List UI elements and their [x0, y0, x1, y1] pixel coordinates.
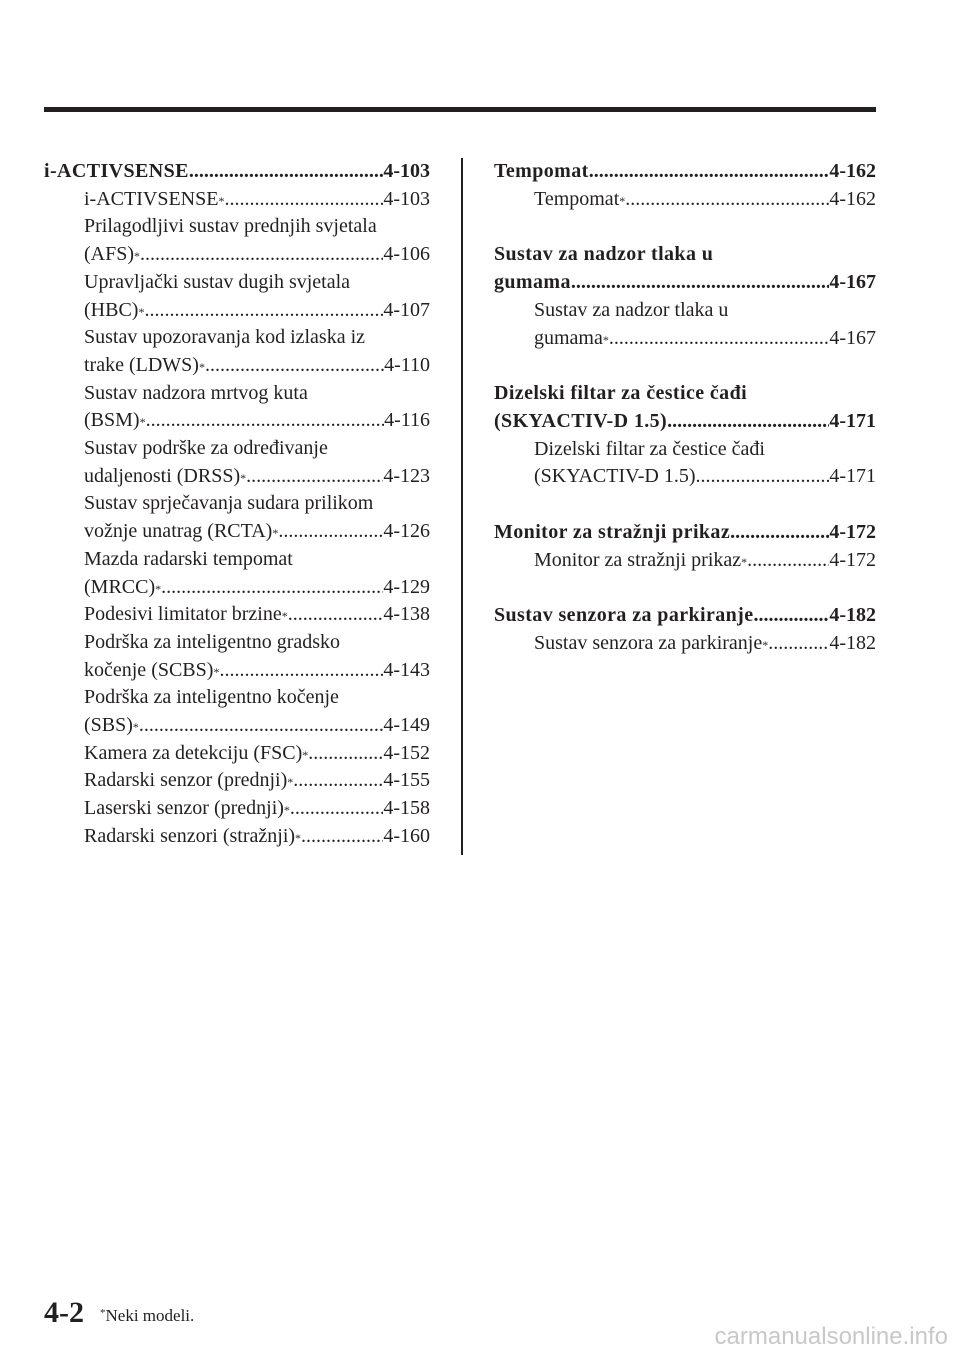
toc-entry[interactable] [44, 546, 430, 601]
toc-entry-line: Mazda radarski tempomat [84, 547, 293, 570]
dot-leader [754, 602, 830, 630]
toc-entry-row: Kamera za detekciju (FSC) * ..... 4-152 [84, 740, 430, 768]
toc-heading[interactable] [494, 380, 876, 435]
column-divider [461, 158, 463, 855]
dot-leader [205, 352, 384, 380]
toc-entry-title: i-ACTIVSENSE [84, 187, 219, 210]
toc-entry[interactable] [44, 490, 430, 545]
toc-page-ref: 4-172 [829, 521, 876, 544]
toc-entry[interactable] [494, 436, 876, 491]
toc-entry-title: Kamera za detekciju (FSC) [84, 741, 303, 764]
toc-entry-row: Sustav senzora za parkiranje * ..... 4-182 [534, 630, 876, 658]
toc-entry-row: Radarski senzori (stražnji) * ..... 4-160 [84, 823, 430, 851]
dot-leader [609, 325, 829, 353]
toc-heading[interactable] [494, 602, 876, 630]
toc-entry-row [494, 269, 876, 297]
toc-entry-row: (BSM) * ..... 4-116 [84, 407, 430, 435]
toc-entry-title: (HBC) [84, 298, 139, 321]
toc-page-ref: 4-182 [829, 604, 876, 627]
dot-leader [140, 241, 383, 269]
toc-entry[interactable] [44, 767, 430, 795]
dot-leader [730, 519, 829, 547]
toc-entry-row: (HBC) * ..... 4-107 [84, 297, 430, 325]
toc-entry-title: udaljenosti (DRSS) [84, 464, 241, 487]
dot-leader [695, 463, 829, 491]
toc-entry-line: Sustav sprječavanja sudara prilikom [84, 492, 374, 515]
toc-entry-title: Tempomat [494, 160, 589, 182]
top-rule [44, 107, 876, 112]
toc-heading[interactable] [494, 158, 876, 186]
toc-entry-row: gumama * ..... 4-167 [534, 325, 876, 353]
toc-page-ref: 4-167 [829, 326, 876, 349]
watermark: carmanualsonline.info [714, 1323, 948, 1350]
section-gap [494, 491, 876, 519]
toc-page-ref: 4-182 [829, 632, 876, 655]
toc-entry-row: Tempomat * ..... 4-162 [534, 186, 876, 214]
toc-entry-title: vožnje unatrag (RCTA) [84, 520, 273, 543]
dot-leader [139, 712, 383, 740]
toc-entry[interactable] [44, 269, 430, 324]
dot-leader [625, 186, 829, 214]
toc-page-ref: 4-171 [829, 465, 876, 488]
dot-leader [189, 158, 383, 186]
toc-page-ref: 4-129 [383, 575, 430, 598]
toc-entry-row [494, 602, 876, 630]
toc-page-ref: 4-123 [383, 464, 430, 487]
toc-page-ref: 4-143 [383, 658, 430, 681]
toc-entry-row: vožnje unatrag (RCTA) * ..... 4-126 [84, 518, 430, 546]
section-gap [494, 213, 876, 241]
toc-entry[interactable] [44, 823, 430, 851]
toc-entry-row: Podesivi limitator brzine * ..... 4-138 [84, 601, 430, 629]
toc-page-ref: 4-162 [829, 160, 876, 182]
toc-entry-row: i-ACTIVSENSE * ..... 4-103 [84, 186, 430, 214]
toc-entry-row [534, 463, 876, 491]
toc-entry-row [44, 158, 430, 186]
dot-leader [224, 186, 383, 214]
toc-entry[interactable] [44, 601, 430, 629]
toc-page-ref: 4-162 [829, 187, 876, 210]
toc-entry-line: Dizelski filtar za čestice čađi [534, 437, 765, 460]
toc-page-ref: 4-155 [383, 769, 430, 792]
toc-entry-title: Sustav senzora za parkiranje [534, 632, 763, 655]
toc-entry-line: Prilagodljivi sustav prednjih svjetala [84, 215, 377, 238]
toc-page-ref: 4-149 [383, 714, 430, 737]
toc-entry-title: Monitor za stražnji prikaz [534, 548, 742, 571]
toc-page-ref: 4-116 [384, 409, 430, 432]
toc-entry-line: Sustav upozoravanja kod izlaska iz [84, 326, 366, 349]
toc-entry-row: Radarski senzor (prednji) * ..... 4-155 [84, 767, 430, 795]
toc-heading[interactable] [494, 519, 876, 547]
toc-entry-title: i-ACTIVSENSE [44, 160, 189, 182]
toc-entry-row [494, 408, 876, 436]
dot-leader [144, 297, 383, 325]
dot-leader [667, 408, 829, 436]
toc-heading[interactable] [494, 241, 876, 296]
toc-left-column [44, 158, 430, 851]
dot-leader [293, 767, 383, 795]
toc-entry-title: trake (LDWS) [84, 353, 199, 376]
toc-page-ref: 4-107 [383, 298, 430, 321]
toc-entry-row: (SBS) * ..... 4-149 [84, 712, 430, 740]
toc-entry-row: (AFS) * ..... 4-106 [84, 241, 430, 269]
toc-page-ref: 4-106 [383, 243, 430, 266]
toc-entry[interactable] [44, 380, 430, 435]
toc-entry-row: Laserski senzor (prednji) * ..... 4-158 [84, 795, 430, 823]
toc-page-ref: 4-171 [829, 409, 876, 432]
dot-leader [288, 601, 384, 629]
toc-entry-title: (SBS) [84, 714, 133, 737]
dot-leader [768, 630, 829, 658]
dot-leader [278, 518, 383, 546]
toc-page-ref: 4-158 [383, 797, 430, 820]
toc-entry-title: Radarski senzor (prednji) [84, 769, 288, 792]
section-gap [494, 574, 876, 602]
toc-entry-line: Upravljački sustav dugih svjetala [84, 270, 351, 293]
toc-entry-title: kočenje (SCBS) [84, 658, 214, 681]
toc-page-ref: 4-152 [383, 741, 430, 764]
toc-page-ref: 4-160 [383, 824, 430, 847]
toc-entry-title: Podesivi limitator brzine [84, 603, 282, 626]
toc-entry-line: Sustav za nadzor tlaka u [534, 298, 729, 321]
toc-page-ref: 4-103 [383, 187, 430, 210]
toc-entry-title: gumama [534, 326, 603, 349]
toc-entry-line: Dizelski filtar za čestice čađi [494, 382, 748, 405]
dot-leader [571, 269, 829, 297]
toc-entry-row: (MRCC) * ..... 4-129 [84, 574, 430, 602]
dot-leader [146, 407, 385, 435]
toc-entry-title: (SKYACTIV-D 1.5) [534, 465, 696, 488]
section-gap [494, 352, 876, 380]
toc-entry-row: udaljenosti (DRSS) * ..... 4-123 [84, 463, 430, 491]
dot-leader [301, 823, 383, 851]
toc-entry[interactable] [44, 186, 430, 214]
dot-leader [308, 740, 383, 768]
toc-page-ref: 4-172 [829, 548, 876, 571]
toc-entry-title: Laserski senzor (prednji) [84, 797, 284, 820]
toc-entry[interactable] [44, 213, 430, 268]
toc-entry-title: Tempomat [534, 187, 620, 210]
footnote-text: Neki modeli. [105, 1306, 195, 1325]
toc-entry[interactable] [494, 547, 876, 575]
toc-entry-title: (AFS) [84, 243, 135, 266]
toc-page-ref: 4-110 [384, 353, 430, 376]
toc-entry-line: Sustav nadzora mrtvog kuta [84, 381, 308, 404]
toc-entry[interactable] [494, 630, 876, 658]
dot-leader [246, 463, 383, 491]
toc-entry-row: kočenje (SCBS) * ..... 4-143 [84, 657, 430, 685]
page-number: 4-2 [44, 1296, 84, 1329]
footnote [100, 1306, 194, 1326]
toc-entry-title: (MRCC) [84, 575, 156, 598]
dot-leader [747, 547, 829, 575]
toc-entry[interactable] [44, 740, 430, 768]
dot-leader [161, 574, 383, 602]
toc-entry-row [494, 519, 876, 547]
dot-leader [589, 158, 830, 186]
toc-right-column [494, 158, 876, 658]
toc-page-ref: 4-167 [829, 271, 876, 294]
toc-entry[interactable] [44, 435, 430, 490]
toc-entry-title: (SKYACTIV-D 1.5) [494, 409, 668, 432]
toc-entry-title: gumama [494, 271, 571, 294]
toc-entry[interactable] [44, 684, 430, 739]
toc-entry-row: Monitor za stražnji prikaz * ..... 4-172 [534, 547, 876, 575]
toc-entry-title: Monitor za stražnji prikaz [494, 521, 731, 544]
toc-entry[interactable] [44, 795, 430, 823]
toc-entry[interactable] [494, 186, 876, 214]
toc-entry-line: Podrška za inteligentno kočenje [84, 686, 339, 709]
footnote-star: * [100, 1307, 106, 1319]
dot-leader [290, 795, 383, 823]
toc-heading[interactable] [44, 158, 430, 186]
toc-entry-title: (BSM) [84, 409, 140, 432]
toc-page-ref: 4-138 [383, 603, 430, 626]
toc-entry-line: Podrška za inteligentno gradsko [84, 630, 341, 653]
toc-entry[interactable] [494, 297, 876, 352]
toc-entry[interactable] [44, 324, 430, 379]
toc-entry-line: Sustav podrške za određivanje [84, 437, 328, 460]
toc-page-ref: 4-126 [383, 520, 430, 543]
toc-entry-title: Sustav senzora za parkiranje [494, 604, 754, 627]
toc-entry-row: trake (LDWS) * ..... 4-110 [84, 352, 430, 380]
toc-page-ref: 4-103 [383, 160, 430, 182]
toc-entry-title: Radarski senzori (stražnji) [84, 824, 296, 847]
toc-entry-row [494, 158, 876, 186]
toc-entry-line: Sustav za nadzor tlaka u [494, 243, 714, 266]
dot-leader [219, 657, 383, 685]
toc-entry[interactable] [44, 629, 430, 684]
